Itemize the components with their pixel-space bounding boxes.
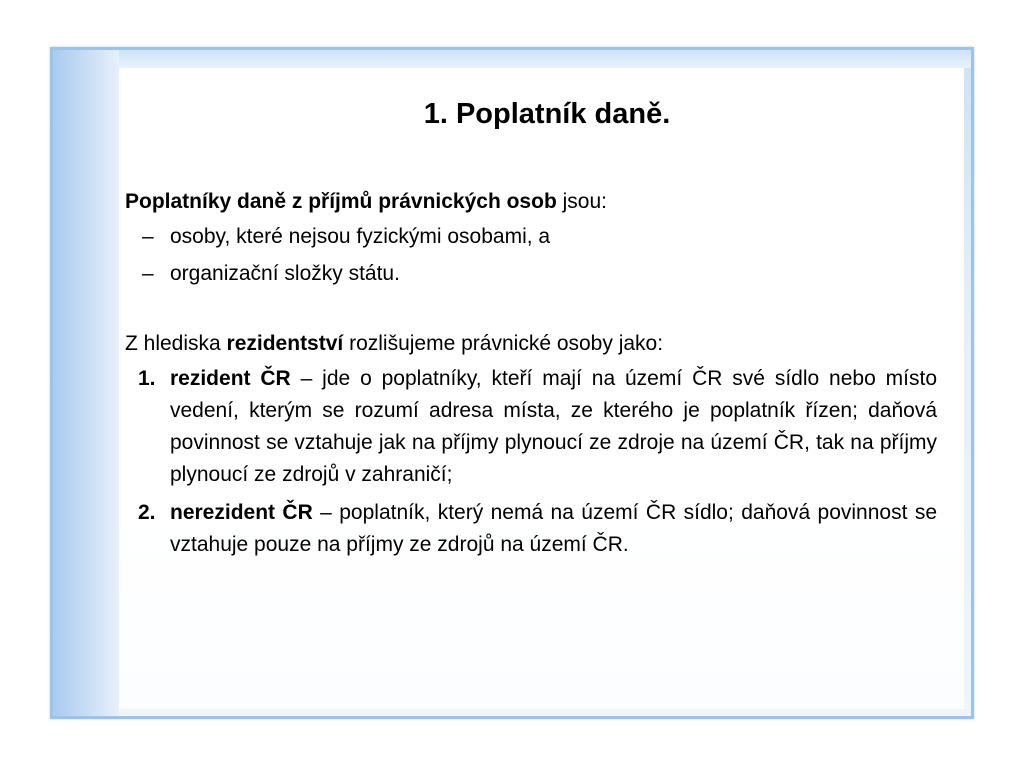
intro-rest: jsou: — [556, 190, 607, 213]
residency-bold: rezidentství — [226, 332, 344, 355]
dash-bullet: – — [142, 262, 154, 285]
item-number: 2. — [138, 501, 156, 524]
frame-top-band — [119, 50, 971, 68]
list-item — [125, 221, 937, 253]
residency-pre: Z hlediska — [125, 332, 227, 355]
list-item — [125, 258, 937, 290]
list-item-nonresident — [125, 497, 937, 561]
residency-post: rozlišujeme právnické osoby jako: — [343, 332, 664, 355]
spacer — [125, 295, 937, 328]
residency-list — [125, 363, 937, 561]
list-item-text: osoby, které nejsou fyzickými osobami, a — [170, 225, 551, 248]
slide-body — [125, 186, 937, 567]
list-item-text: organizační složky státu. — [170, 262, 400, 285]
item-definition: – poplatník, který nemá na území ČR sídlo; daňová povinnost se vztahuje pouze na příjmy ze zdrojů na území ČR. — [170, 501, 937, 556]
taxpayer-list — [125, 221, 937, 290]
item-number: 1. — [138, 367, 156, 390]
list-item-resident — [125, 363, 937, 491]
slide-title: 1. Poplatník daně. — [423, 98, 671, 130]
item-term: nerezident ČR — [170, 501, 313, 524]
dash-bullet: – — [142, 225, 154, 248]
item-definition: – jde o poplatníky, kteří mají na území ČR své sídlo nebo místo vedení, kterým se rozumí adresa místa, ze kterého je poplatník řízen; daňová povinnost se vztahuje jak na příjmy plynoucí ze zdroje na území ČR, tak na příjmy plynoucí ze zdrojů v zahraničí; — [170, 367, 937, 486]
frame-left-band — [53, 50, 119, 716]
intro-bold: Poplatníky daně z příjmů právnických osob — [125, 190, 557, 213]
residency-paragraph — [125, 328, 937, 360]
item-term: rezident ČR — [170, 367, 291, 390]
intro-paragraph — [125, 186, 937, 218]
